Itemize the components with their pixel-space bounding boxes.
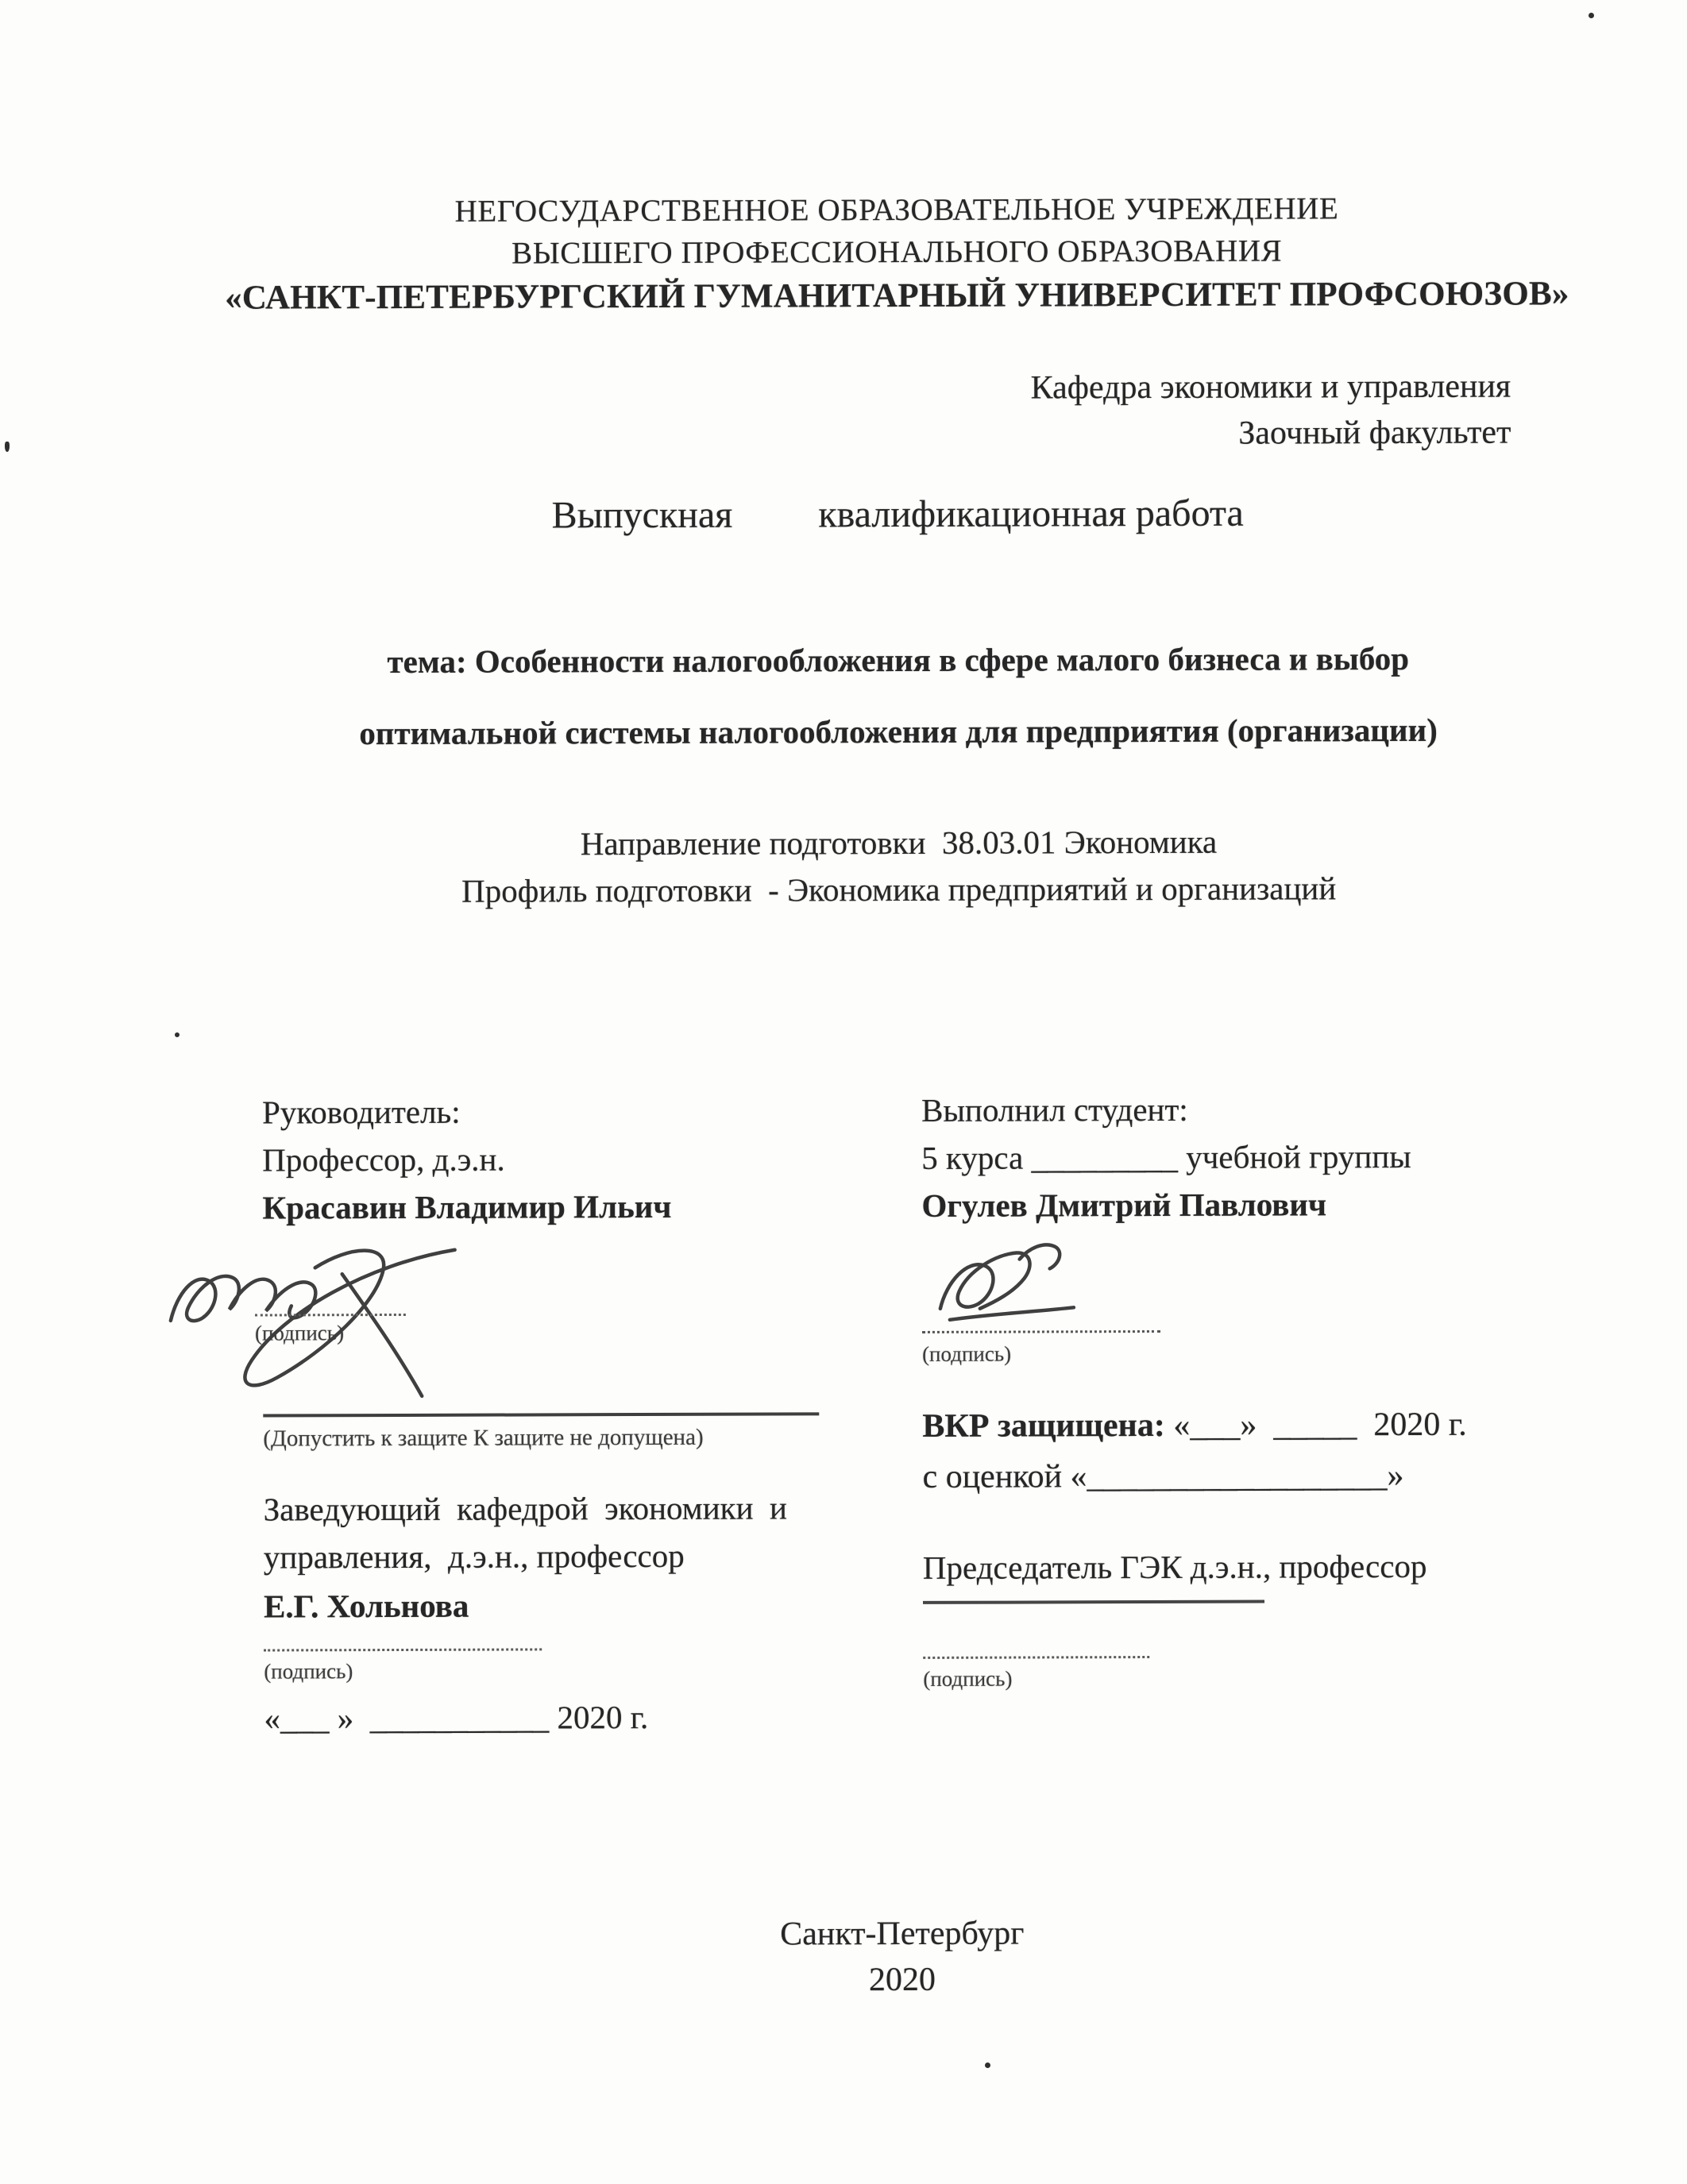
work-type-title [114,490,1682,538]
head-signature-block [264,1647,891,1684]
chairman-signature-block [923,1654,1685,1692]
org-name-line1: НЕГОСУДАРСТВЕННОЕ ОБРАЗОВАТЕЛЬНОЕ УЧРЕЖДЕНИЕ [454,191,1339,229]
defense-label: ВКР защищена: [922,1406,1165,1445]
program-info [114,817,1683,916]
department-block [113,363,1681,460]
student-signature-caption: (подпись) [921,1341,1012,1366]
defense-date-line [922,1400,1685,1450]
supervisor-column [254,1086,892,1742]
head-signature-caption: (подпись) [264,1659,353,1684]
grade-line: с оценкой «__________________» [922,1457,1404,1495]
scan-artifact [985,2062,990,2068]
admission-block [263,1412,890,1452]
theme-line2: оптимальной системы налогообложения для предприятия (организации) [359,711,1438,752]
chairman-signature-line [923,1656,1149,1659]
scan-artifact [175,1032,180,1037]
work-type-word1: Выпускная [551,493,733,537]
defense-blanks: «___» _____ 2020 г. [1164,1406,1467,1444]
supervisor-degree: Профессор, д.э.н. [262,1140,505,1179]
student-group-line: 5 курса _________ учебной группы [921,1137,1411,1176]
supervisor-name: Красавин Владимир Ильич [262,1187,672,1226]
head-title-line1: Заведующий кафедрой экономики и [263,1489,787,1528]
head-signature-line [264,1648,542,1651]
profile-line: Профиль подготовки - Экономика предприятий и организаций [461,870,1337,909]
head-title-line2: управления, д.э.н., профессор [263,1537,685,1576]
direction-line: Направление подготовки 38.03.01 Экономика [580,823,1218,862]
footer-city: Санкт-Петербург [780,1915,1025,1953]
chairman-title: Председатель ГЭК д.э.н., профессор [922,1547,1427,1586]
organization-header [112,187,1681,319]
footer-year: 2020 [868,1961,936,1999]
chairman-name-line [923,1600,1264,1604]
student-column [921,1084,1685,1692]
department-head-block [264,1484,892,1630]
department-name: Кафедра экономики и управления [1030,368,1511,407]
faculty-name: Заочный факультет [1238,414,1511,452]
work-type-word2: квалификационная работа [818,492,1244,536]
chairman-block [923,1542,1685,1604]
scanned-content [112,0,1687,2184]
student-label: Выполнил студент: [921,1090,1188,1129]
scan-artifact [5,442,10,452]
head-name: Е.Г. Хольнова [263,1587,469,1625]
head-date-line: «___ » ___________ 2020 г. [264,1698,649,1737]
scan-artifact [1589,13,1594,18]
admission-blank-line [263,1412,819,1417]
chairman-signature-caption: (подпись) [923,1666,1013,1691]
thesis-theme [114,622,1683,770]
supervisor-signature-caption: (подпись) [255,1314,406,1347]
student-signature-area [922,1227,1685,1372]
supervisor-label: Руководитель: [262,1093,461,1131]
theme-line1: тема: Особенности налогообложения в сфере малого бизнеса и выбор [387,639,1410,681]
student-name: Огулев Дмитрий Павлович [921,1186,1327,1224]
student-signature-scribble [918,1232,1125,1336]
footer [118,1908,1686,2005]
org-name-line2: ВЫСШЕГО ПРОФЕССИОНАЛЬНОГО ОБРАЗОВАНИЯ [512,233,1283,271]
supervisor-signature-area [254,1229,891,1399]
org-name-line3: «САНКТ-ПЕТЕРБУРГСКИЙ ГУМАНИТАРНЫЙ УНИВЕРСИТЕТ ПРОФСОЮЗОВ» [225,275,1569,317]
admission-caption: (Допустить к защите К защите не допущена) [263,1424,704,1452]
